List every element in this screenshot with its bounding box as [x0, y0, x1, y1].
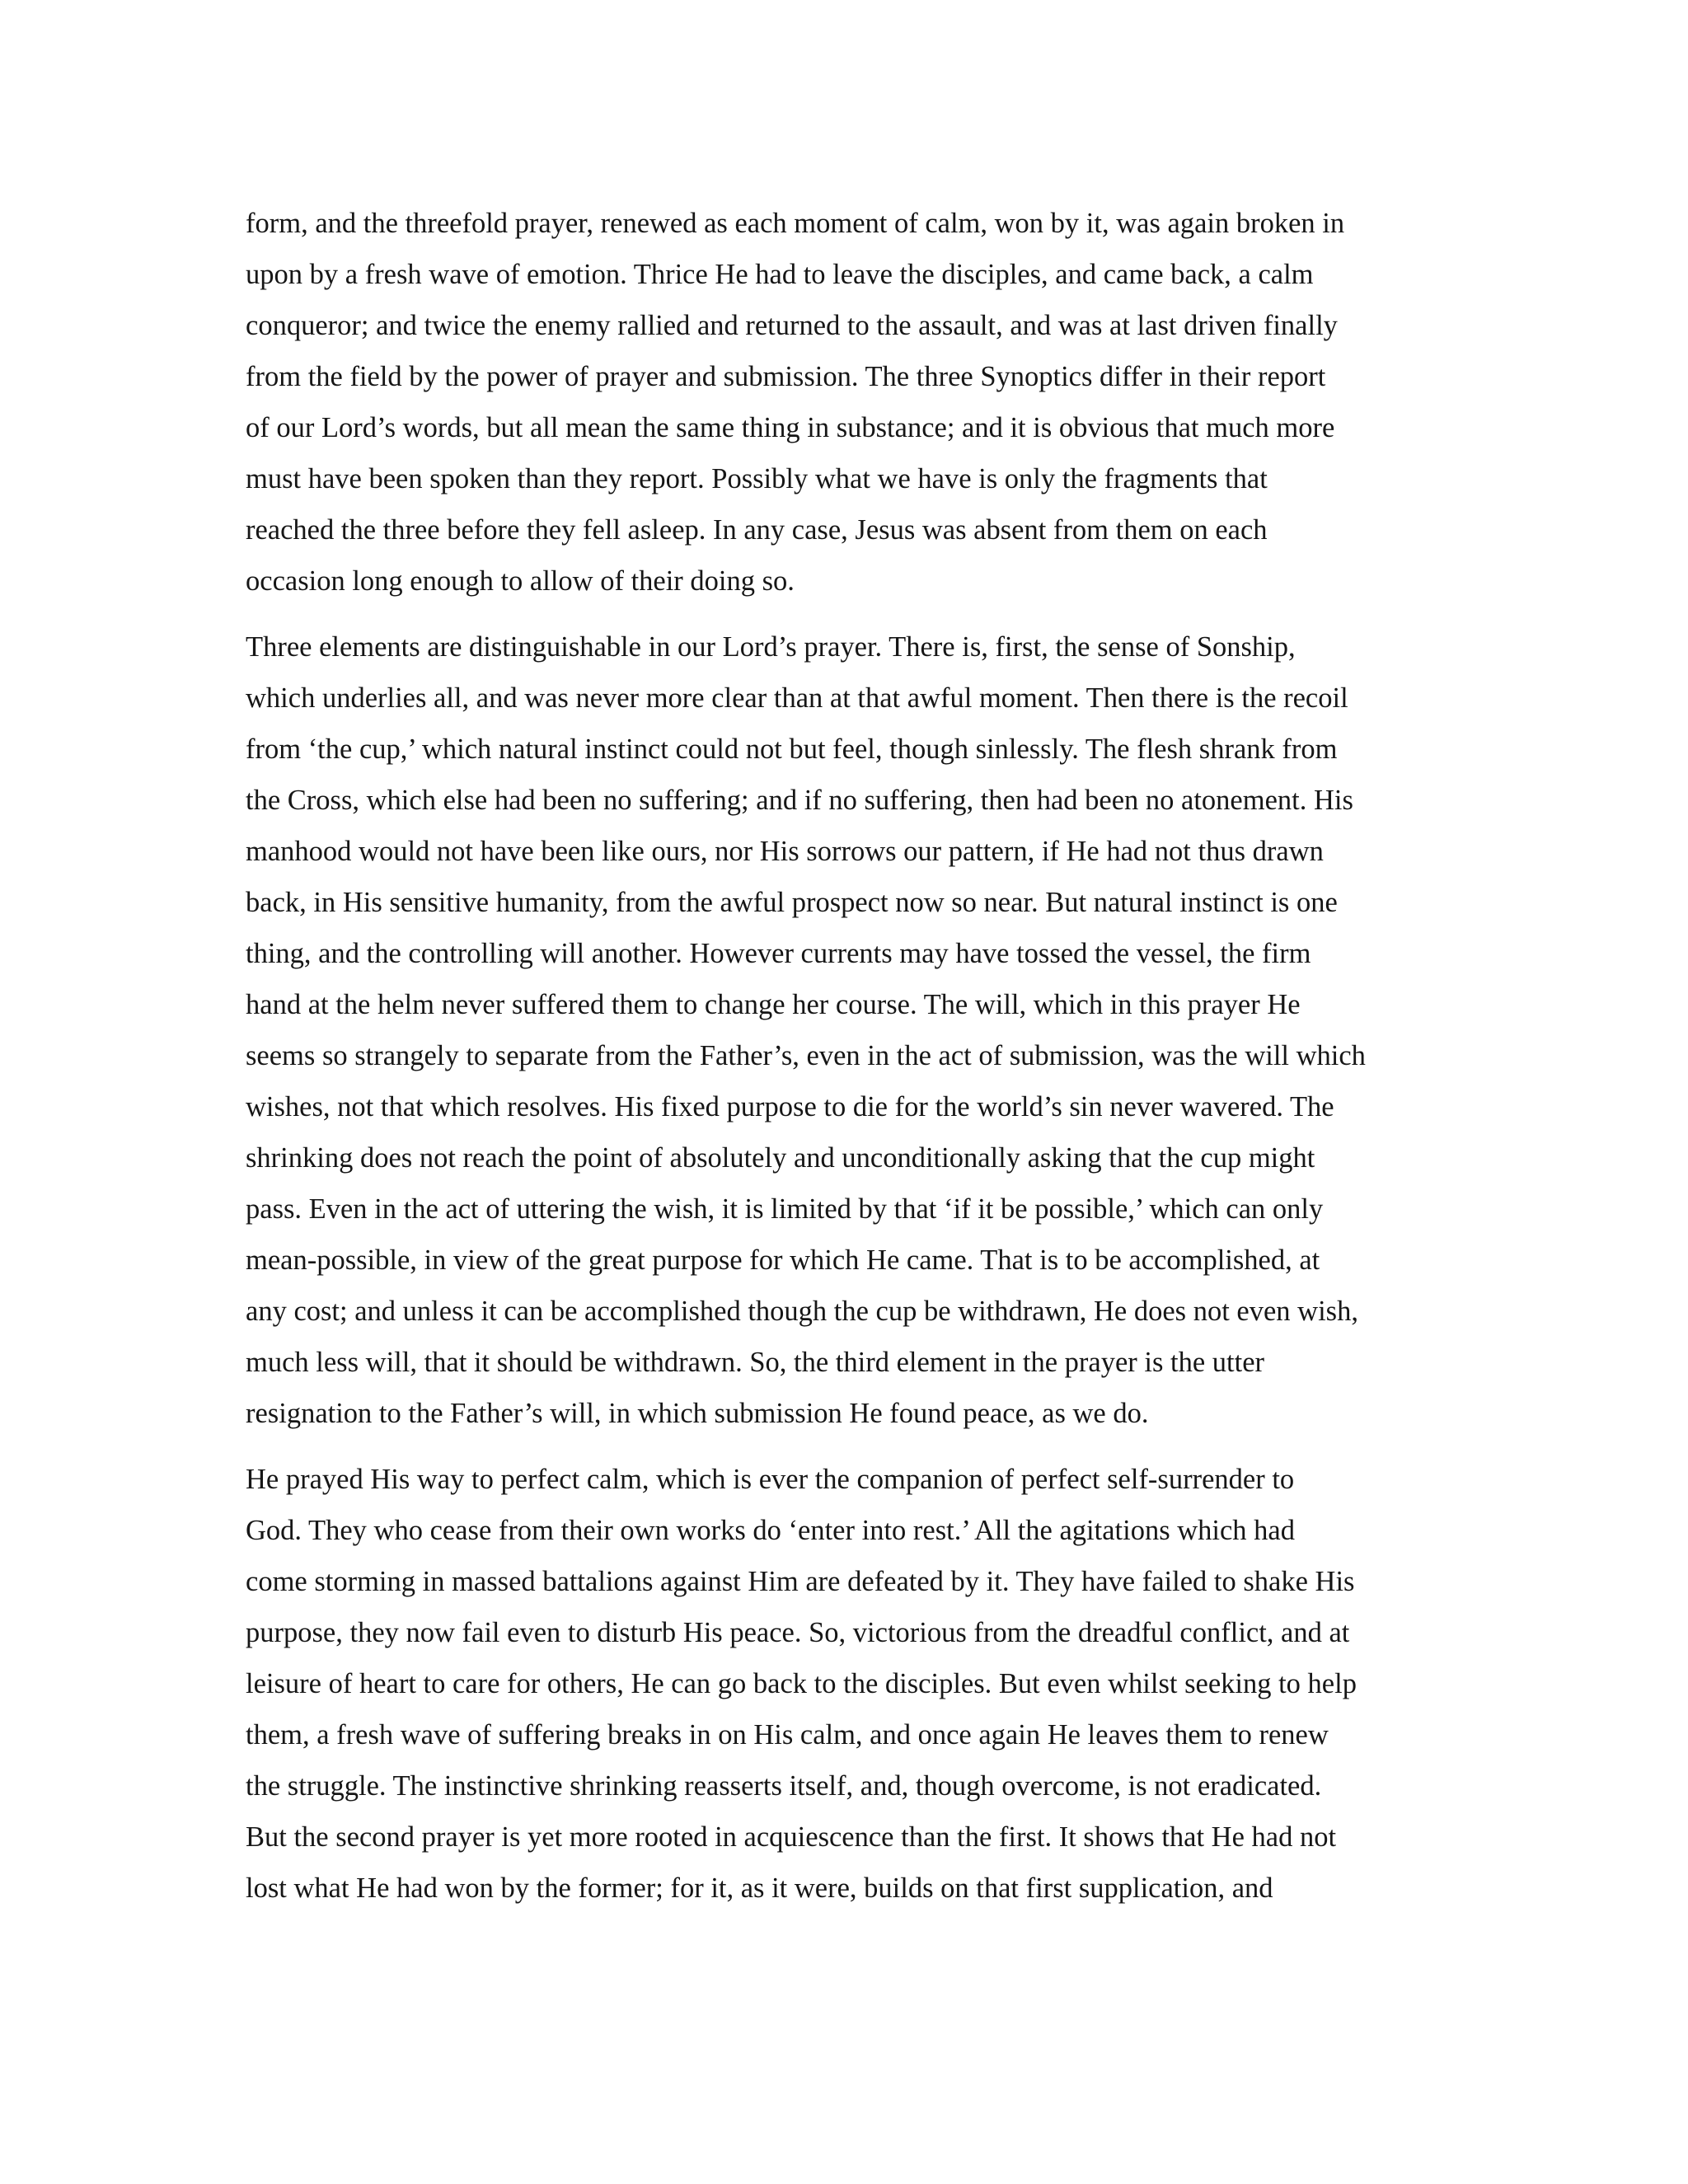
text-line: come storming in massed battalions against Him are defeated by it. They have failed to shake His	[246, 1566, 1355, 1597]
text-line: thing, and the controlling will another. However currents may have tossed the vessel, the firm	[246, 938, 1311, 969]
text-line: of our Lord’s words, but all mean the same thing in substance; and it is obvious that much more	[246, 412, 1335, 443]
text-line: shrinking does not reach the point of absolutely and unconditionally asking that the cup might	[246, 1142, 1315, 1174]
text-line: upon by a fresh wave of emotion. Thrice He had to leave the disciples, and came back, a calm	[246, 259, 1314, 290]
text-line: leisure of heart to care for others, He can go back to the disciples. But even whilst seeking to help	[246, 1668, 1357, 1699]
text-line: seems so strangely to separate from the Father’s, even in the act of submission, was the will which	[246, 1040, 1366, 1071]
text-line: pass. Even in the act of uttering the wish, it is limited by that ‘if it be possible,’ which can only	[246, 1193, 1324, 1225]
text-line: God. They who cease from their own works do ‘enter into rest.’ All the agitations which had	[246, 1515, 1295, 1546]
text-line: them, a fresh wave of suffering breaks in on His calm, and once again He leaves them to renew	[246, 1719, 1329, 1750]
text-line: hand at the helm never suffered them to change her course. The will, which in this prayer He	[246, 989, 1301, 1020]
text-line: But the second prayer is yet more rooted in acquiescence than the first. It shows that He had not	[246, 1821, 1337, 1853]
text-line: resignation to the Father’s will, in which submission He found peace, as we do.	[246, 1398, 1149, 1429]
text-line: lost what He had won by the former; for it, as it were, builds on that first supplication, and	[246, 1872, 1273, 1904]
text-line: Three elements are distinguishable in our Lord’s prayer. There is, first, the sense of Sonship,	[246, 631, 1296, 663]
text-line: much less will, that it should be withdrawn. So, the third element in the prayer is the utter	[246, 1347, 1265, 1378]
text-line: must have been spoken than they report. Possibly what we have is only the fragments that	[246, 463, 1268, 494]
text-line: He prayed His way to perfect calm, which is ever the companion of perfect self-surrender to	[246, 1464, 1295, 1495]
paragraph-1	[246, 198, 1451, 607]
body-text	[246, 198, 1451, 1929]
text-line: any cost; and unless it can be accomplished though the cup be withdrawn, He does not even wish,	[246, 1296, 1358, 1327]
paragraph-3	[246, 1454, 1451, 1914]
paragraph-2	[246, 621, 1451, 1439]
text-line: which underlies all, and was never more clear than at that awful moment. Then there is the recoil	[246, 682, 1348, 714]
text-line: mean-possible, in view of the great purpose for which He came. That is to be accomplished, at	[246, 1244, 1320, 1276]
text-line: back, in His sensitive humanity, from the awful prospect now so near. But natural instinct is one	[246, 887, 1338, 918]
text-line: reached the three before they fell asleep. In any case, Jesus was absent from them on each	[246, 514, 1268, 546]
text-line: the Cross, which else had been no suffering; and if no suffering, then had been no atonement. His	[246, 785, 1353, 816]
text-line: occasion long enough to allow of their doing so.	[246, 565, 795, 597]
text-line: conqueror; and twice the enemy rallied and returned to the assault, and was at last driven finally	[246, 310, 1338, 341]
text-line: from ‘the cup,’ which natural instinct could not but feel, though sinlessly. The flesh shrank from	[246, 733, 1338, 765]
text-line: wishes, not that which resolves. His fixed purpose to die for the world’s sin never wavered. The	[246, 1091, 1334, 1122]
text-line: manhood would not have been like ours, nor His sorrows our pattern, if He had not thus drawn	[246, 836, 1324, 867]
text-line: purpose, they now fail even to disturb His peace. So, victorious from the dreadful conflict, and at	[246, 1617, 1350, 1648]
text-line: form, and the threefold prayer, renewed as each moment of calm, won by it, was again broken in	[246, 208, 1345, 239]
text-line: the struggle. The instinctive shrinking reasserts itself, and, though overcome, is not eradicated.	[246, 1770, 1322, 1802]
text-line: from the field by the power of prayer and submission. The three Synoptics differ in their report	[246, 361, 1326, 392]
